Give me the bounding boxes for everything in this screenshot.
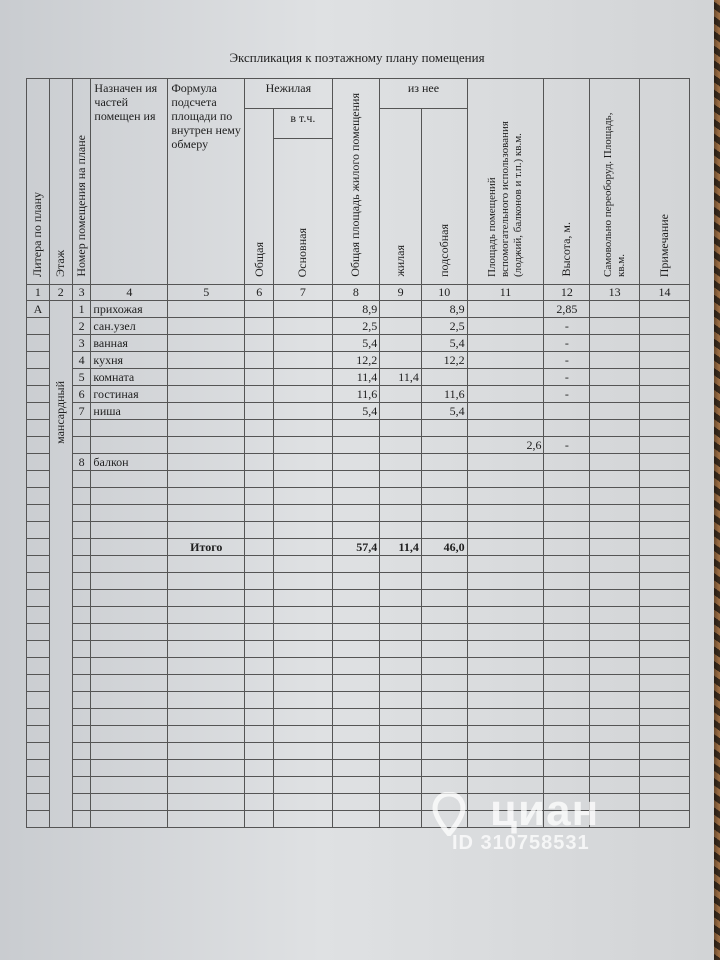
totals-label: Итого (168, 539, 245, 556)
room-vspom-area (467, 301, 544, 318)
table-row (27, 692, 690, 709)
room-living-area (380, 454, 422, 471)
room-living-area (380, 318, 422, 335)
room-name: комната (91, 369, 168, 386)
table-row (27, 624, 690, 641)
explication-table (26, 78, 690, 828)
room-aux-area (421, 454, 467, 471)
table-row (27, 437, 690, 454)
table-row (27, 556, 690, 573)
room-total-area: 11,4 (332, 369, 380, 386)
room-vspom-area (467, 369, 544, 386)
table-row (27, 505, 690, 522)
table-row (27, 658, 690, 675)
room-height: - (544, 352, 590, 369)
litera-cell: А (27, 301, 50, 318)
watermark-brand: циан (490, 786, 600, 835)
watermark (452, 786, 599, 855)
header-vtch: в т.ч. (274, 109, 332, 139)
room-name: ниша (91, 403, 168, 420)
room-name (91, 437, 168, 454)
room-living-area (380, 386, 422, 403)
table-row (27, 403, 690, 420)
room-height: - (544, 335, 590, 352)
header-primechanie: Примечание (640, 79, 690, 285)
table-row (27, 590, 690, 607)
room-number (72, 420, 91, 437)
table-row (27, 607, 690, 624)
room-living-area: 11,4 (380, 369, 422, 386)
header-etazh: Этаж (49, 79, 72, 285)
header-osnovnaya: Основная (274, 139, 332, 285)
room-vspom-area (467, 335, 544, 352)
room-number: 1 (72, 301, 91, 318)
room-total-area: 12,2 (332, 352, 380, 369)
table-row (27, 522, 690, 539)
header-zhilaya: жилая (380, 109, 422, 285)
room-aux-area: 8,9 (421, 301, 467, 318)
room-living-area (380, 437, 422, 454)
room-number: 8 (72, 454, 91, 471)
room-living-area (380, 335, 422, 352)
header-formula: Формула подсчета площади по внутрен нему обмеру (168, 79, 245, 285)
table-row (27, 760, 690, 777)
table-row (27, 675, 690, 692)
room-total-area: 11,6 (332, 386, 380, 403)
room-living-area (380, 403, 422, 420)
header-nomer: Номер помещения на плане (72, 79, 91, 285)
table-row (27, 471, 690, 488)
header-samovolno: Самовольно переоборуд. Площадь, кв.м. (590, 79, 640, 285)
totals-total: 57,4 (332, 539, 380, 556)
table-row (27, 573, 690, 590)
room-height: 2,85 (544, 301, 590, 318)
table-row (27, 743, 690, 760)
header-obshaya-zhil: Общая площадь жилого помещения (332, 79, 380, 285)
room-number: 4 (72, 352, 91, 369)
room-height: - (544, 318, 590, 335)
header-obshaya: Общая (245, 109, 274, 285)
room-total-area (332, 420, 380, 437)
room-aux-area (421, 420, 467, 437)
header-naznachenie: Назначен ия частей помещен ия (91, 79, 168, 285)
room-number: 7 (72, 403, 91, 420)
room-number: 6 (72, 386, 91, 403)
table-row (27, 352, 690, 369)
header-vysota: Высота, м. (544, 79, 590, 285)
table-row (27, 335, 690, 352)
room-name: гостиная (91, 386, 168, 403)
header-litera: Литера по плану (27, 79, 50, 285)
room-number: 3 (72, 335, 91, 352)
table-row (27, 488, 690, 505)
room-vspom-area (467, 420, 544, 437)
table-row (27, 726, 690, 743)
table-row (27, 641, 690, 658)
room-total-area: 5,4 (332, 403, 380, 420)
room-height (544, 454, 590, 471)
etazh-cell (49, 301, 72, 828)
room-vspom-area (467, 352, 544, 369)
room-aux-area (421, 437, 467, 454)
room-height: - (544, 437, 590, 454)
totals-living: 11,4 (380, 539, 422, 556)
room-aux-area: 5,4 (421, 403, 467, 420)
room-aux-area: 2,5 (421, 318, 467, 335)
room-name: сан.узел (91, 318, 168, 335)
room-vspom-area (467, 403, 544, 420)
room-vspom-area (467, 318, 544, 335)
room-total-area (332, 437, 380, 454)
room-height: - (544, 386, 590, 403)
room-name: прихожая (91, 301, 168, 318)
document-title: Экспликация к поэтажному плану помещения (229, 50, 485, 65)
table-row (27, 318, 690, 335)
room-total-area: 2,5 (332, 318, 380, 335)
header-vspom: Площадь помещений вспомогательного использования (лоджий, балконов и т.п.) кв.м. (467, 79, 544, 285)
etazh-label: мансардный (53, 381, 68, 444)
room-aux-area: 5,4 (421, 335, 467, 352)
room-number: 2 (72, 318, 91, 335)
room-name (91, 420, 168, 437)
table-row (27, 369, 690, 386)
table-row (27, 420, 690, 437)
table-row (27, 709, 690, 726)
room-height: - (544, 369, 590, 386)
room-vspom-area (467, 386, 544, 403)
room-living-area (380, 420, 422, 437)
room-aux-area (421, 369, 467, 386)
watermark-id: ID 310758531 (452, 832, 590, 854)
room-aux-area: 11,6 (421, 386, 467, 403)
room-height (544, 403, 590, 420)
room-number: 5 (72, 369, 91, 386)
table-row (27, 386, 690, 403)
totals-aux: 46,0 (421, 539, 467, 556)
room-name: ванная (91, 335, 168, 352)
room-vspom-area (467, 454, 544, 471)
column-number-row: 1 2 3 4 5 6 7 8 9 10 11 12 13 14 (27, 285, 690, 301)
room-name: кухня (91, 352, 168, 369)
room-total-area (332, 454, 380, 471)
table-row (27, 539, 690, 556)
header-iz-nee: из нее (380, 79, 467, 109)
room-number (72, 437, 91, 454)
room-living-area (380, 352, 422, 369)
table-row (27, 454, 690, 471)
header-podsobnaya: подсобная (421, 109, 467, 285)
room-living-area (380, 301, 422, 318)
table-row (27, 301, 690, 318)
header-nezhilaya: Нежилая (245, 79, 332, 109)
room-total-area: 8,9 (332, 301, 380, 318)
room-aux-area: 12,2 (421, 352, 467, 369)
room-height (544, 420, 590, 437)
room-total-area: 5,4 (332, 335, 380, 352)
room-vspom-area: 2,6 (467, 437, 544, 454)
room-name: балкон (91, 454, 168, 471)
